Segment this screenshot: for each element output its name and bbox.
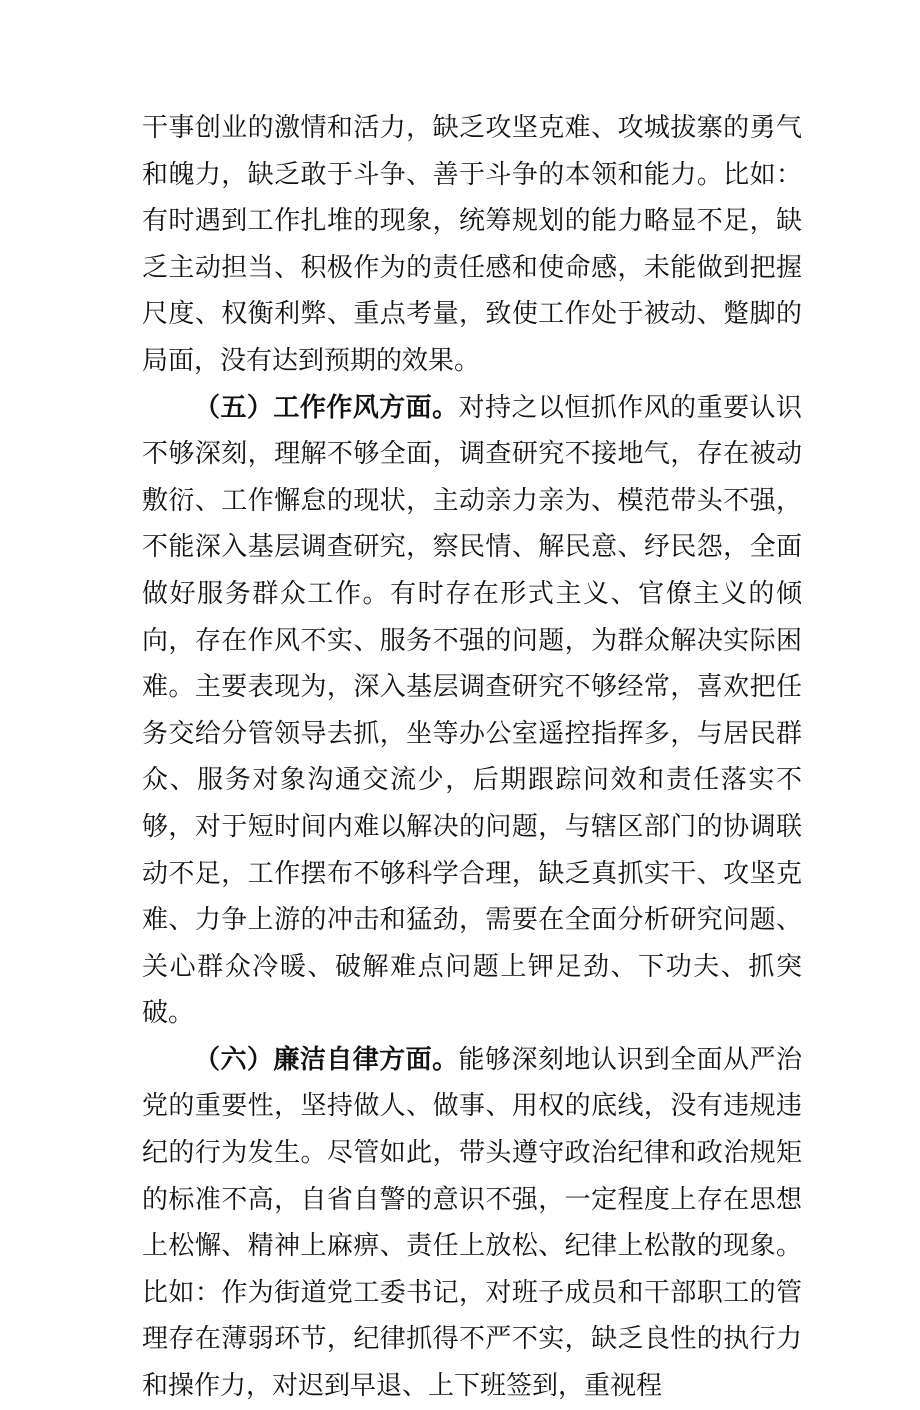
section-6-heading: （六）廉洁自律方面。: [194, 1044, 459, 1075]
continued-paragraph: 干事创业的激情和活力，缺乏攻坚克难、攻城拔寨的勇气和魄力，缺乏敢于斗争、善于斗争的本领和能力。比如：有时遇到工作扎堆的现象，统筹规划的能力略显不足，缺乏主动担当、积极作为的责任感和使命感，未能做到把握尺度、权衡利弊、重点考量，致使工作处于被动、蹩脚的局面，没有达到预期的效果。: [142, 113, 802, 376]
section-6-body: 能够深刻地认识到全面从严治党的重要性，坚持做人、做事、用权的底线，没有违规违纪的行为发生。尽管如此，带头遵守政治纪律和政治规矩的标准不高，自省自警的意识不强，一定程度上存在思想上松懈、精神上麻痹、责任上放松、纪律上松散的现象。比如：作为街道党工委书记，对班子成员和干部职工的管理存在薄弱环节，纪律抓得不严不实，缺乏良性的执行力和操作力，对迟到早退、上下班签到，重视程: [142, 1044, 802, 1402]
section-5-paragraph: [142, 385, 802, 1037]
section-5-heading: （五）工作作风方面。: [194, 392, 459, 423]
section-6-paragraph: [142, 1037, 802, 1410]
section-5-body: 对持之以恒抓作风的重要认识不够深刻，理解不够全面，调查研究不接地气，存在被动敷衍、工作懈怠的现状，主动亲力亲为、模范带头不强，不能深入基层调查研究，察民情、解民意、纾民怨，全面做好服务群众工作。有时存在形式主义、官僚主义的倾向，存在作风不实、服务不强的问题，为群众解决实际困难。主要表现为，深入基层调查研究不够经常，喜欢把任务交给分管领导去抓，坐等办公室遥控指挥多，与居民群众、服务对象沟通交流少，后期跟踪问效和责任落实不够，对于短时间内难以解决的问题，与辖区部门的协调联动不足，工作摆布不够科学合理，缺乏真抓实干、攻坚克难、力争上游的冲击和猛劲，需要在全面分析研究问题、关心群众冷暖、破解难点问题上钾足劲、下功夫、抓突破。: [142, 392, 802, 1029]
document-body: [142, 105, 802, 1410]
